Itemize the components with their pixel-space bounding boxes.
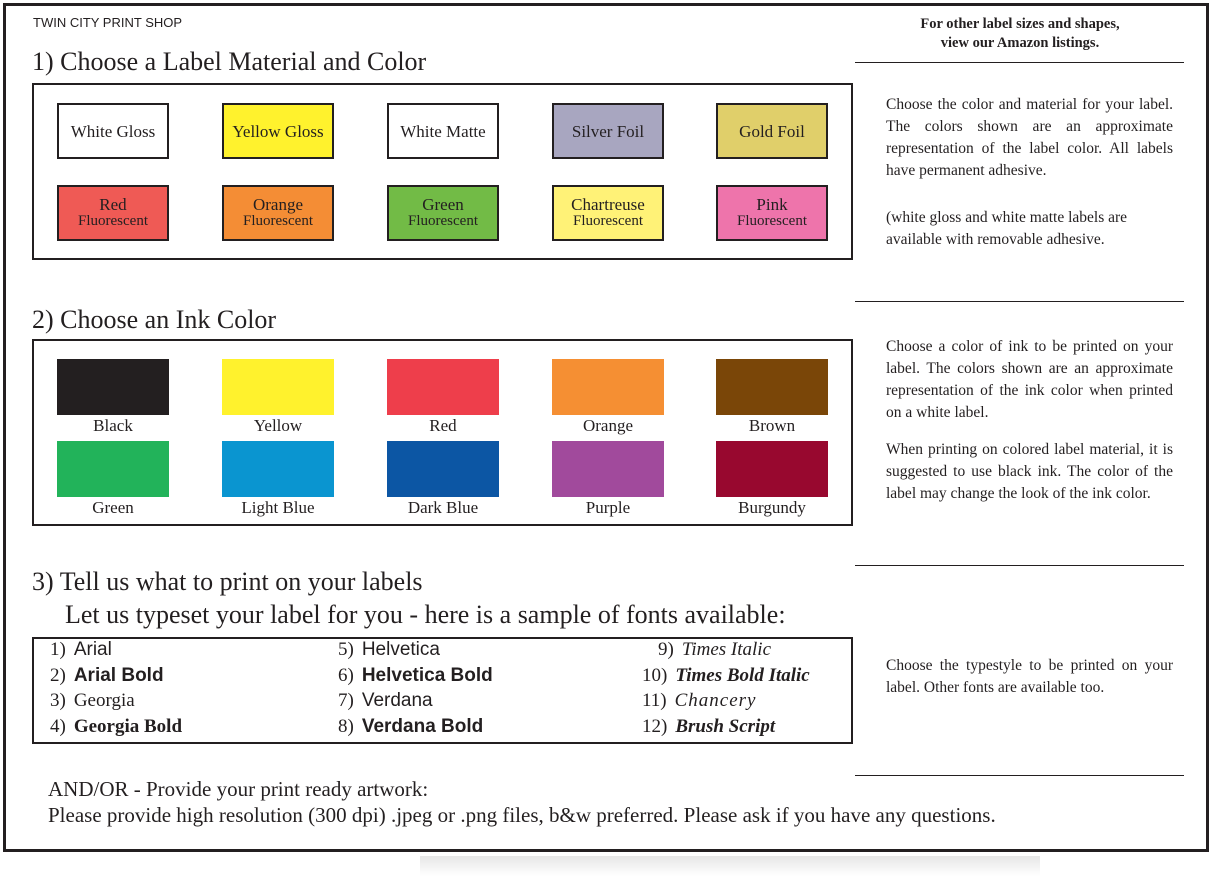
material-swatch — [387, 185, 499, 241]
font-number: 7) — [338, 690, 354, 711]
font-name: Arial Bold — [73, 664, 164, 686]
font-name: Times Italic — [681, 639, 772, 660]
ink-swatch — [552, 359, 664, 415]
material-swatch — [716, 103, 828, 159]
font-name: Verdana Bold — [361, 715, 484, 737]
section1-description: Choose the color and material for your label. The colors shown are an approximate representation of the label color. All labels have permanent adhesive. — [886, 96, 1173, 179]
material-name: Red — [99, 195, 127, 214]
font-number: 10) — [642, 664, 668, 686]
material-subname: Fluorescent — [573, 213, 643, 229]
amazon-note-line: view our Amazon listings. — [940, 35, 1100, 51]
ink-swatch — [222, 359, 334, 415]
font-sample — [50, 665, 164, 687]
font-sample — [642, 665, 810, 687]
material-swatch — [716, 185, 828, 241]
material-swatch — [222, 103, 334, 159]
material-name: White Matte — [400, 121, 486, 141]
amazon-note — [855, 15, 1185, 53]
section1-note: (white gloss and white matte labels are available with removable adhesive. — [886, 209, 1128, 248]
font-name: Arial — [73, 639, 112, 660]
material-name: Chartreuse — [571, 195, 645, 214]
font-number: 8) — [338, 715, 354, 737]
font-number: 11) — [642, 690, 667, 711]
material-name: Pink — [756, 195, 788, 214]
font-sample — [338, 716, 483, 738]
font-number: 4) — [50, 715, 66, 737]
font-name: Georgia — [73, 690, 135, 711]
font-sample — [642, 716, 775, 738]
ink-swatch — [387, 359, 499, 415]
material-name: Green — [422, 195, 464, 214]
font-name: Times Bold Italic — [675, 664, 810, 686]
material-subname: Fluorescent — [78, 213, 148, 229]
ink-label: Orange — [582, 416, 634, 435]
font-number: 6) — [338, 664, 354, 686]
ink-swatch — [57, 441, 169, 497]
material-subname: Fluorescent — [243, 213, 313, 229]
ink-label: Dark Blue — [407, 498, 479, 517]
ink-label: Brown — [748, 416, 796, 435]
ink-swatch — [57, 359, 169, 415]
ink-label: Black — [93, 416, 133, 435]
ink-label: Yellow — [253, 416, 303, 435]
font-name: Helvetica — [361, 639, 440, 660]
font-sample — [50, 716, 182, 738]
ink-label: Burgundy — [738, 498, 806, 517]
section3-description: Choose the typestyle to be printed on your label. Other fonts are available too. — [886, 657, 1173, 696]
divider — [855, 301, 1184, 302]
section3-title: 3) Tell us what to print on your labels — [32, 567, 423, 596]
ink-label: Red — [429, 416, 457, 435]
artwork-heading: AND/OR - Provide your print ready artwork: — [48, 777, 429, 801]
divider — [855, 775, 1184, 776]
divider — [855, 565, 1184, 566]
font-number: 1) — [50, 639, 66, 660]
material-subname: Fluorescent — [737, 213, 807, 229]
material-swatch — [57, 185, 169, 241]
material-name: Yellow Gloss — [232, 121, 324, 141]
material-swatch — [387, 103, 499, 159]
divider — [855, 62, 1184, 63]
font-sample — [658, 639, 771, 661]
ink-swatch — [716, 359, 828, 415]
font-name: Georgia Bold — [73, 715, 183, 737]
font-number: 12) — [642, 715, 668, 737]
font-sample — [50, 639, 112, 661]
font-number: 5) — [338, 639, 354, 660]
material-swatch — [57, 103, 169, 159]
ink-label: Green — [92, 498, 134, 517]
font-name: Chancery — [674, 690, 757, 711]
ink-swatch — [387, 441, 499, 497]
font-name: Brush Script — [675, 715, 776, 737]
shop-name: TWIN CITY PRINT SHOP — [33, 15, 183, 30]
ink-swatch — [716, 441, 828, 497]
material-name: Gold Foil — [739, 121, 805, 141]
font-number: 9) — [658, 639, 674, 660]
ink-swatch — [552, 441, 664, 497]
font-number: 3) — [50, 690, 66, 711]
font-sample — [338, 639, 440, 661]
material-subname: Fluorescent — [408, 213, 478, 229]
amazon-note-line: For other label sizes and shapes, — [920, 16, 1120, 32]
section3-subtitle: Let us typeset your label for you - here is a sample of fonts available: — [65, 600, 786, 629]
material-name: Orange — [252, 195, 304, 214]
ink-label: Purple — [585, 498, 631, 517]
material-swatch — [552, 185, 664, 241]
font-name: Verdana — [361, 690, 433, 711]
section1-title: 1) Choose a Label Material and Color — [32, 47, 427, 76]
shadow — [420, 856, 1040, 876]
section2-note: When printing on colored label material, it is suggested to use black ink. The color of the label may change the look of the ink color. — [886, 441, 1173, 502]
font-sample — [338, 690, 433, 712]
font-name: Helvetica Bold — [361, 664, 493, 686]
font-sample — [338, 665, 493, 687]
material-name: White Gloss — [70, 121, 156, 141]
section2-title: 2) Choose an Ink Color — [32, 305, 277, 334]
font-sample — [50, 690, 135, 712]
material-swatch — [552, 103, 664, 159]
artwork-instructions: Please provide high resolution (300 dpi) .jpeg or .png files, b&w preferred. Please ask if you have any questions. — [48, 803, 996, 827]
font-number: 2) — [50, 664, 66, 686]
ink-label: Light Blue — [241, 498, 315, 517]
material-name: Silver Foil — [571, 121, 645, 141]
font-sample — [642, 690, 757, 712]
section2-description: Choose a color of ink to be printed on your label. The colors shown are an approximate representation of the ink color when printed on a white label. — [886, 338, 1173, 421]
ink-swatch — [222, 441, 334, 497]
material-swatch — [222, 185, 334, 241]
